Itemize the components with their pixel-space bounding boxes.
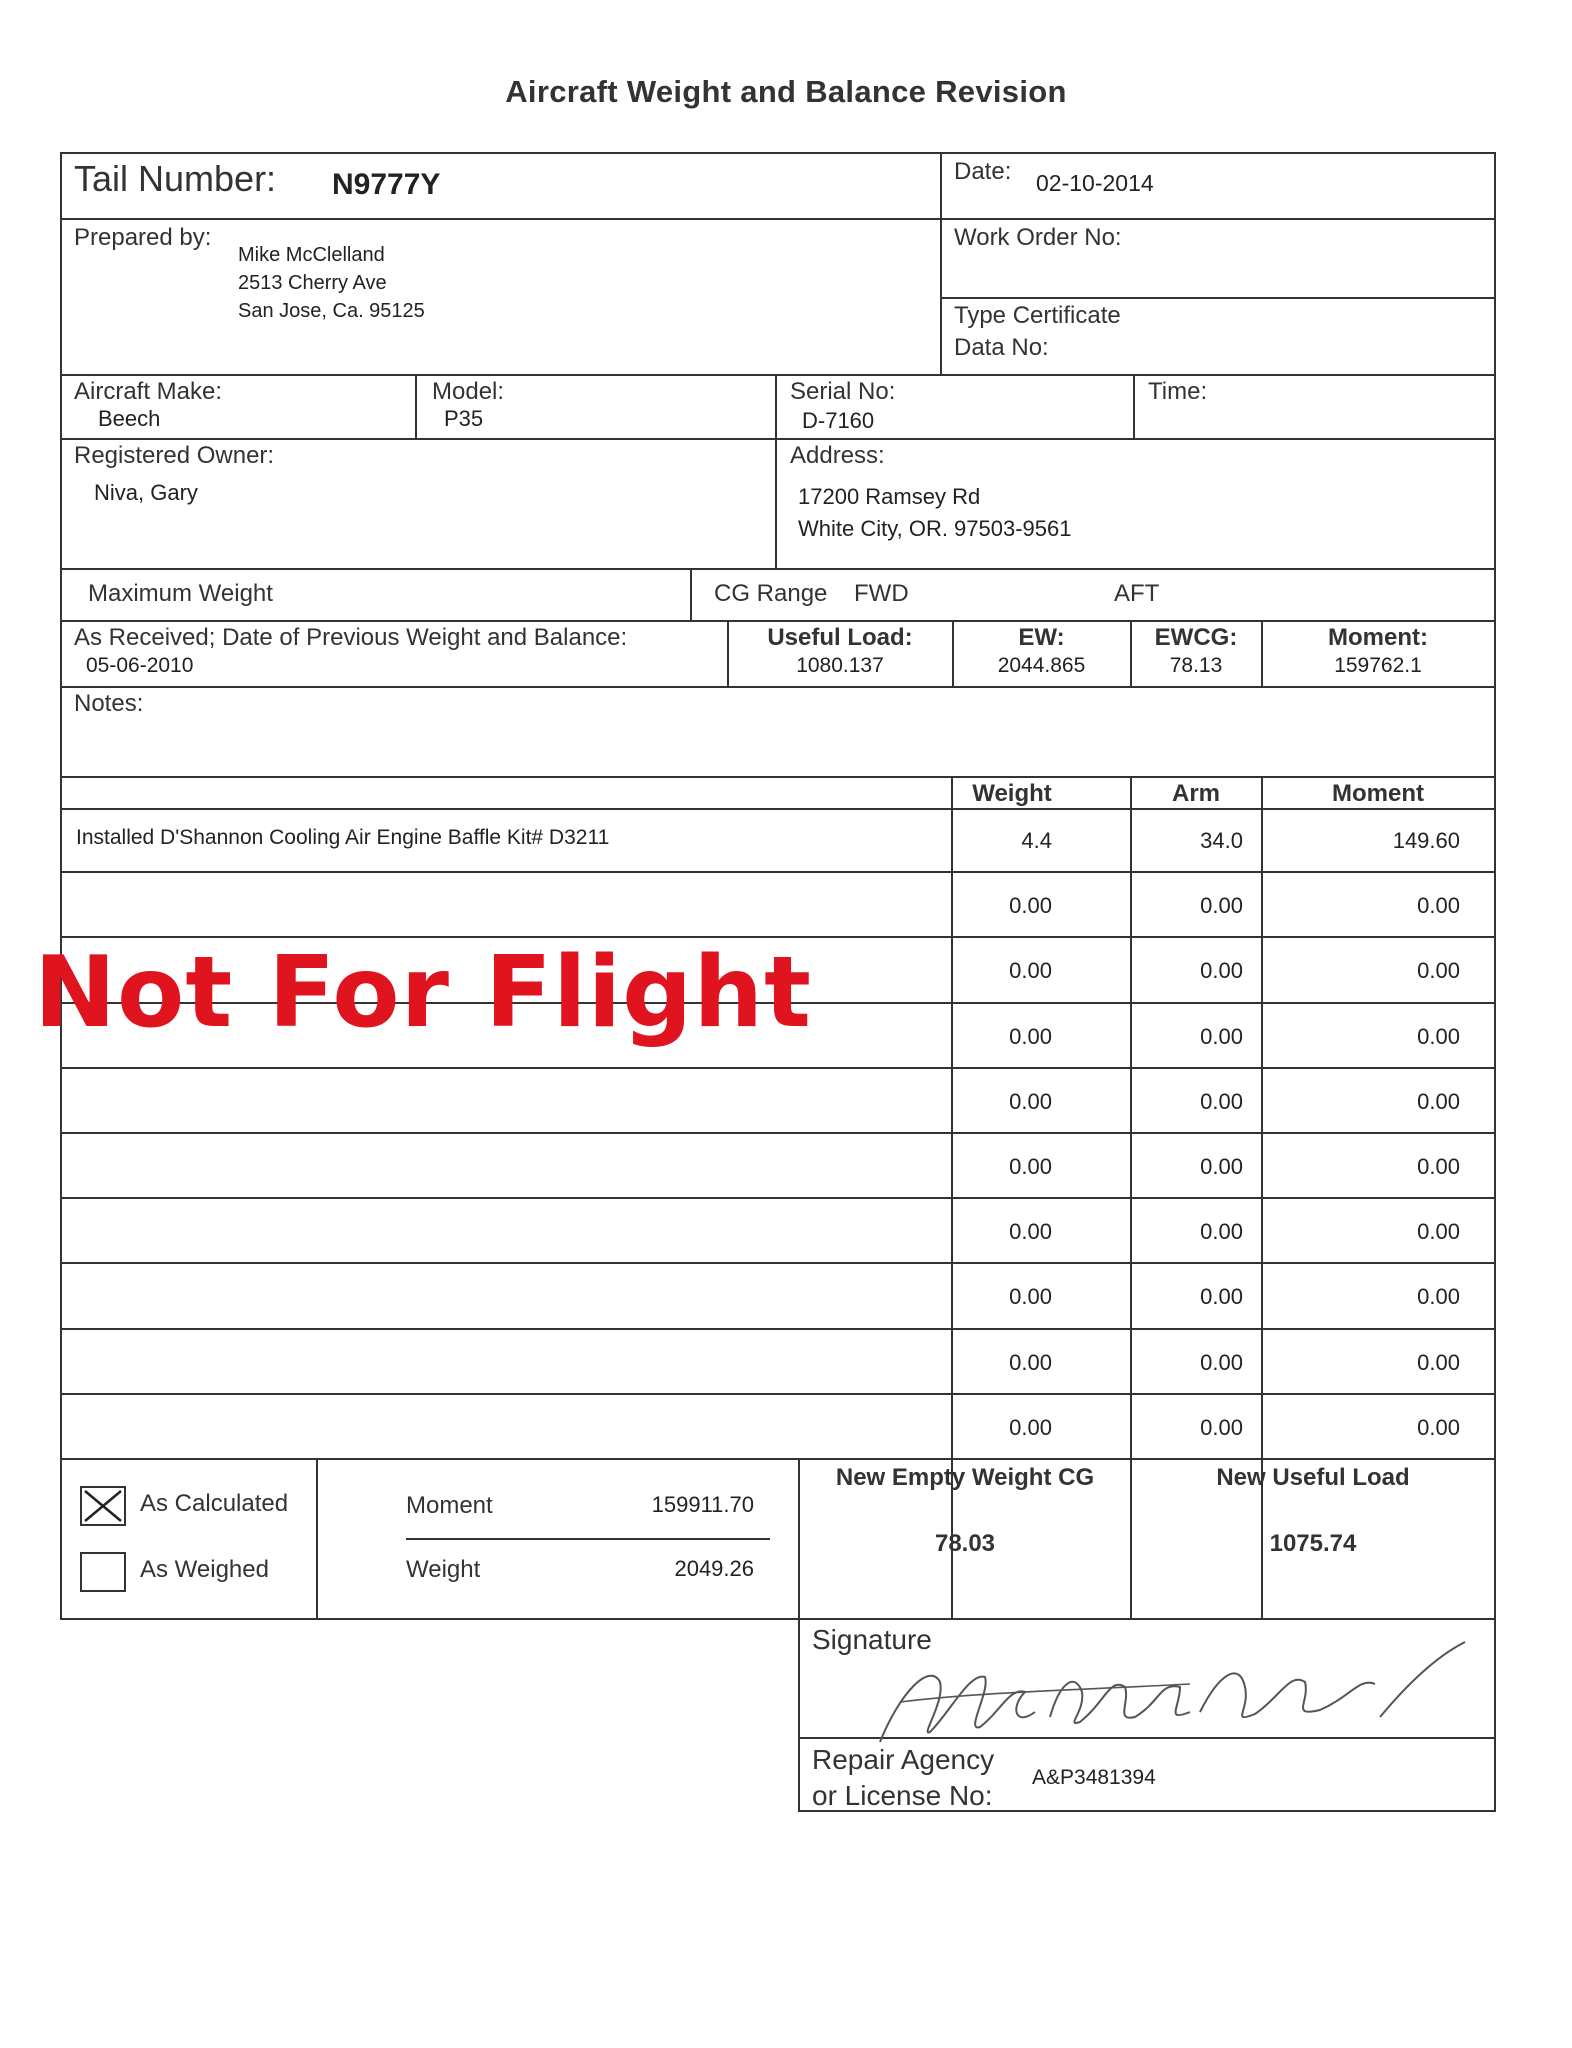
item-arm: 0.00 (1200, 1023, 1243, 1049)
useful-load-label: Useful Load: (767, 624, 913, 651)
item-weight: 0.00 (1009, 1284, 1052, 1310)
items-weight-header: Weight (972, 780, 1052, 807)
as-weighed-checkbox[interactable] (80, 1552, 126, 1592)
owner-label: Registered Owner: (74, 442, 275, 469)
handwritten-signature (860, 1632, 1480, 1752)
table-row (60, 1134, 1496, 1199)
as-received-date: 05-06-2010 (86, 654, 194, 677)
serial-value: D-7160 (802, 408, 875, 433)
item-weight: 0.00 (1009, 1219, 1052, 1245)
check-x-icon (82, 1488, 124, 1524)
address-line-1: 17200 Ramsey Rd (798, 484, 981, 509)
weight-balance-form (60, 152, 1496, 1811)
new-useful-load-value: 1075.74 (1269, 1530, 1357, 1557)
cg-aft-label: AFT (1114, 580, 1160, 607)
items-moment-header: Moment (1332, 780, 1424, 807)
item-weight: 4.4 (1021, 828, 1052, 853)
summary-moment-value: 159911.70 (651, 1492, 754, 1517)
item-weight: 0.00 (1009, 1154, 1052, 1179)
ew-label: EW: (1018, 624, 1065, 651)
ewcg-label: EWCG: (1154, 624, 1238, 651)
prepared-by-name: Mike McClelland (238, 244, 385, 266)
tail-number-label: Tail Number: (74, 158, 277, 199)
as-weighed-label: As Weighed (140, 1556, 269, 1583)
cg-range-label: CG Range (714, 580, 828, 607)
table-row (60, 1264, 1496, 1329)
model-label: Model: (432, 378, 505, 405)
item-moment: 0.00 (1417, 1349, 1460, 1375)
license-label: or License No: (812, 1780, 993, 1811)
item-arm: 0.00 (1200, 1154, 1243, 1179)
item-arm: 0.00 (1200, 958, 1243, 984)
moment-label: Moment: (1328, 624, 1428, 651)
item-weight: 0.00 (1009, 1414, 1052, 1440)
item-moment: 0.00 (1417, 893, 1460, 919)
owner-value: Niva, Gary (94, 480, 198, 505)
item-arm: 0.00 (1200, 1284, 1243, 1310)
item-weight: 0.00 (1009, 893, 1052, 919)
signature-label: Signature (812, 1624, 932, 1655)
notes-label: Notes: (74, 690, 144, 717)
item-moment: 0.00 (1417, 1219, 1460, 1245)
item-arm: 0.00 (1200, 1219, 1243, 1245)
not-for-flight-stamp: Not For Flight (34, 936, 812, 1050)
aircraft-make-label: Aircraft Make: (74, 378, 223, 405)
prepared-by-label: Prepared by: (74, 224, 212, 251)
new-useful-load-label: New Useful Load (1216, 1464, 1410, 1491)
table-row (60, 1395, 1496, 1460)
summary-moment-label: Moment (406, 1492, 493, 1519)
item-weight: 0.00 (1009, 1088, 1052, 1114)
item-arm: 0.00 (1200, 1414, 1243, 1440)
work-order-label: Work Order No: (954, 224, 1122, 251)
item-moment: 0.00 (1417, 1154, 1460, 1179)
prepared-by-street: 2513 Cherry Ave (238, 272, 387, 294)
item-arm: 0.00 (1200, 1349, 1243, 1375)
date-value: 02-10-2014 (1036, 170, 1154, 196)
useful-load-value: 1080.137 (796, 654, 884, 677)
new-ewcg-value: 78.03 (934, 1530, 996, 1557)
new-ewcg-label: New Empty Weight CG (835, 1464, 1095, 1491)
cg-fwd-label: FWD (854, 580, 909, 607)
item-moment: 0.00 (1417, 1414, 1460, 1440)
ew-value: 2044.865 (997, 654, 1086, 677)
item-moment: 0.00 (1417, 1088, 1460, 1114)
item-weight: 0.00 (1009, 1349, 1052, 1375)
table-row (60, 873, 1496, 938)
form-title: Aircraft Weight and Balance Revision (505, 74, 1067, 109)
as-received-label: As Received; Date of Previous Weight and Balance: (74, 624, 628, 651)
address-line-2: White City, OR. 97503-9561 (798, 516, 1072, 541)
type-certificate-label-2: Data No: (954, 334, 1049, 361)
item-arm: 0.00 (1200, 893, 1243, 919)
item-moment: 149.60 (1392, 828, 1460, 853)
item-arm: 0.00 (1200, 1088, 1243, 1114)
type-certificate-label: Type Certificate (954, 302, 1121, 329)
item-moment: 0.00 (1417, 1284, 1460, 1310)
repair-agency-label: Repair Agency (812, 1744, 995, 1775)
item-weight: 0.00 (1009, 1023, 1052, 1049)
ewcg-value: 78.13 (1169, 654, 1223, 677)
table-row (60, 1330, 1496, 1395)
items-arm-header: Arm (1171, 780, 1220, 807)
as-calculated-checkbox[interactable] (80, 1486, 126, 1526)
model-value: P35 (444, 406, 484, 431)
item-arm: 34.0 (1200, 828, 1243, 853)
serial-label: Serial No: (790, 378, 896, 405)
address-label: Address: (790, 442, 885, 469)
table-row (60, 808, 1496, 873)
prepared-by-city: San Jose, Ca. 95125 (238, 300, 425, 322)
summary-weight-label: Weight (406, 1556, 481, 1583)
item-moment: 0.00 (1417, 958, 1460, 984)
tail-number-value: N9777Y (332, 168, 441, 201)
time-label: Time: (1148, 378, 1208, 405)
summary-weight-value: 2049.26 (674, 1556, 754, 1581)
table-row (60, 1199, 1496, 1264)
date-label: Date: (954, 158, 1012, 185)
as-calculated-label: As Calculated (140, 1490, 289, 1517)
license-value: A&P3481394 (1032, 1766, 1156, 1789)
item-description: Installed D'Shannon Cooling Air Engine Baffle Kit# D3211 (76, 826, 610, 849)
aircraft-make-value: Beech (98, 406, 161, 431)
item-moment: 0.00 (1417, 1023, 1460, 1049)
table-row (60, 1069, 1496, 1134)
item-weight: 0.00 (1009, 958, 1052, 984)
max-weight-label: Maximum Weight (88, 580, 273, 607)
moment-value: 159762.1 (1334, 654, 1422, 677)
